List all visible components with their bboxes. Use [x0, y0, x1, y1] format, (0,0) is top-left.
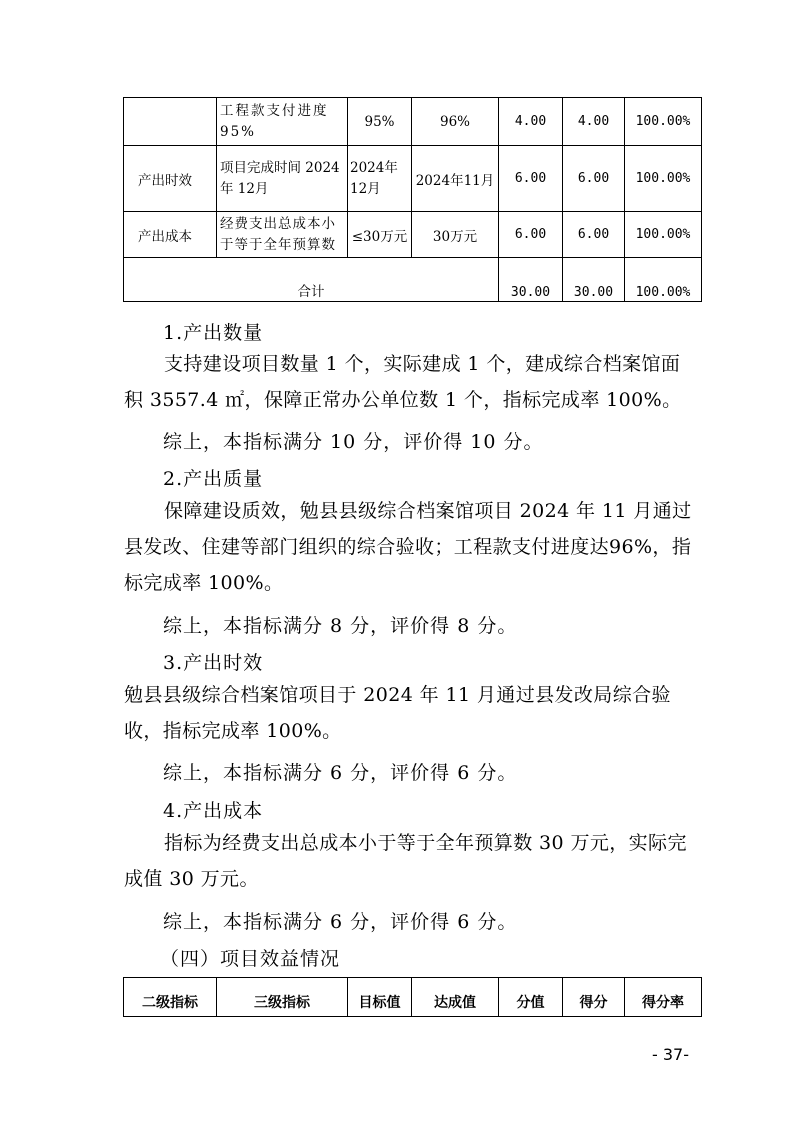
section-1-title: 1.产出数量: [163, 322, 264, 344]
score-cell: 6.00: [563, 146, 625, 212]
actual-cell: 30万元: [412, 212, 499, 258]
target-cell: ≤30万元: [348, 212, 412, 258]
column-header: 二级指标: [124, 978, 217, 1017]
section-2-summary: 综上，本指标满分 8 分，评价得 8 分。: [163, 615, 518, 637]
column-header: 三级指标: [217, 978, 348, 1017]
level2-cell: 产出时效: [124, 146, 217, 212]
column-header: 达成值: [412, 978, 499, 1017]
total-weight: 30.00: [499, 258, 563, 302]
column-header: 分值: [499, 978, 563, 1017]
level2-cell: 产出成本: [124, 212, 217, 258]
score-cell: 4.00: [563, 98, 625, 146]
weight-cell: 6.00: [499, 146, 563, 212]
section-1-summary: 综上，本指标满分 10 分，评价得 10 分。: [163, 431, 544, 453]
actual-cell: 2024年11月: [412, 146, 499, 212]
column-header: 得分率: [625, 978, 702, 1017]
actual-cell: 96%: [412, 98, 499, 146]
score-cell: 6.00: [563, 212, 625, 258]
section-4-body: 指标为经费支出总成本小于等于全年预算数 30 万元，实际完成值 30 万元。: [124, 832, 687, 890]
section-3-title: 3.产出时效: [163, 652, 264, 674]
total-row: [124, 258, 702, 302]
section-2-title: 2.产出质量: [163, 468, 264, 490]
weight-cell: 4.00: [499, 98, 563, 146]
section-4-title: 4.产出成本: [163, 800, 264, 822]
rate-cell: 100.00%: [625, 98, 702, 146]
section-3-summary: 综上，本指标满分 6 分，评价得 6 分。: [163, 762, 518, 784]
weight-cell: 6.00: [499, 212, 563, 258]
level3-cell: 工程款支付进度95%: [217, 98, 348, 146]
table-row: [124, 212, 702, 258]
total-score: 30.00: [563, 258, 625, 302]
rate-cell: 100.00%: [625, 212, 702, 258]
table-row: [124, 98, 702, 146]
section-2-body: 保障建设质效，勉县县级综合档案馆项目 2024 年 11 月通过县发改、住建等部门组织的综合验收；工程款支付进度达96%，指标完成率 100%。: [124, 500, 692, 594]
section-3-body: 勉县县级综合档案馆项目于 2024 年 11 月通过县发改局综合验收，指标完成率 100%。: [124, 684, 671, 742]
benefit-indicator-table: [123, 977, 702, 1017]
target-cell: 95%: [348, 98, 412, 146]
level2-cell: [124, 98, 217, 146]
section-1-body: 支持建设项目数量 1 个，实际建成 1 个，建成综合档案馆面积 3557.4 ㎡，保障正常办公单位数 1 个，指标完成率 100%。: [124, 353, 682, 411]
page-number: - 37-: [652, 1045, 689, 1064]
output-indicator-table: [123, 97, 702, 302]
table-header-row: [124, 978, 702, 1017]
table-row: [124, 146, 702, 212]
column-header: 目标值: [348, 978, 412, 1017]
column-header: 得分: [563, 978, 625, 1017]
section-4-summary: 综上，本指标满分 6 分，评价得 6 分。: [163, 911, 518, 933]
rate-cell: 100.00%: [625, 146, 702, 212]
level3-cell: 项目完成时间 2024年 12月: [217, 146, 348, 212]
total-label: 合计: [124, 258, 499, 302]
part-4-title: （四）项目效益情况: [160, 948, 341, 970]
total-rate: 100.00%: [625, 258, 702, 302]
target-cell: 2024年12月: [348, 146, 412, 212]
level3-cell: 经费支出总成本小于等于全年预算数: [217, 212, 348, 258]
